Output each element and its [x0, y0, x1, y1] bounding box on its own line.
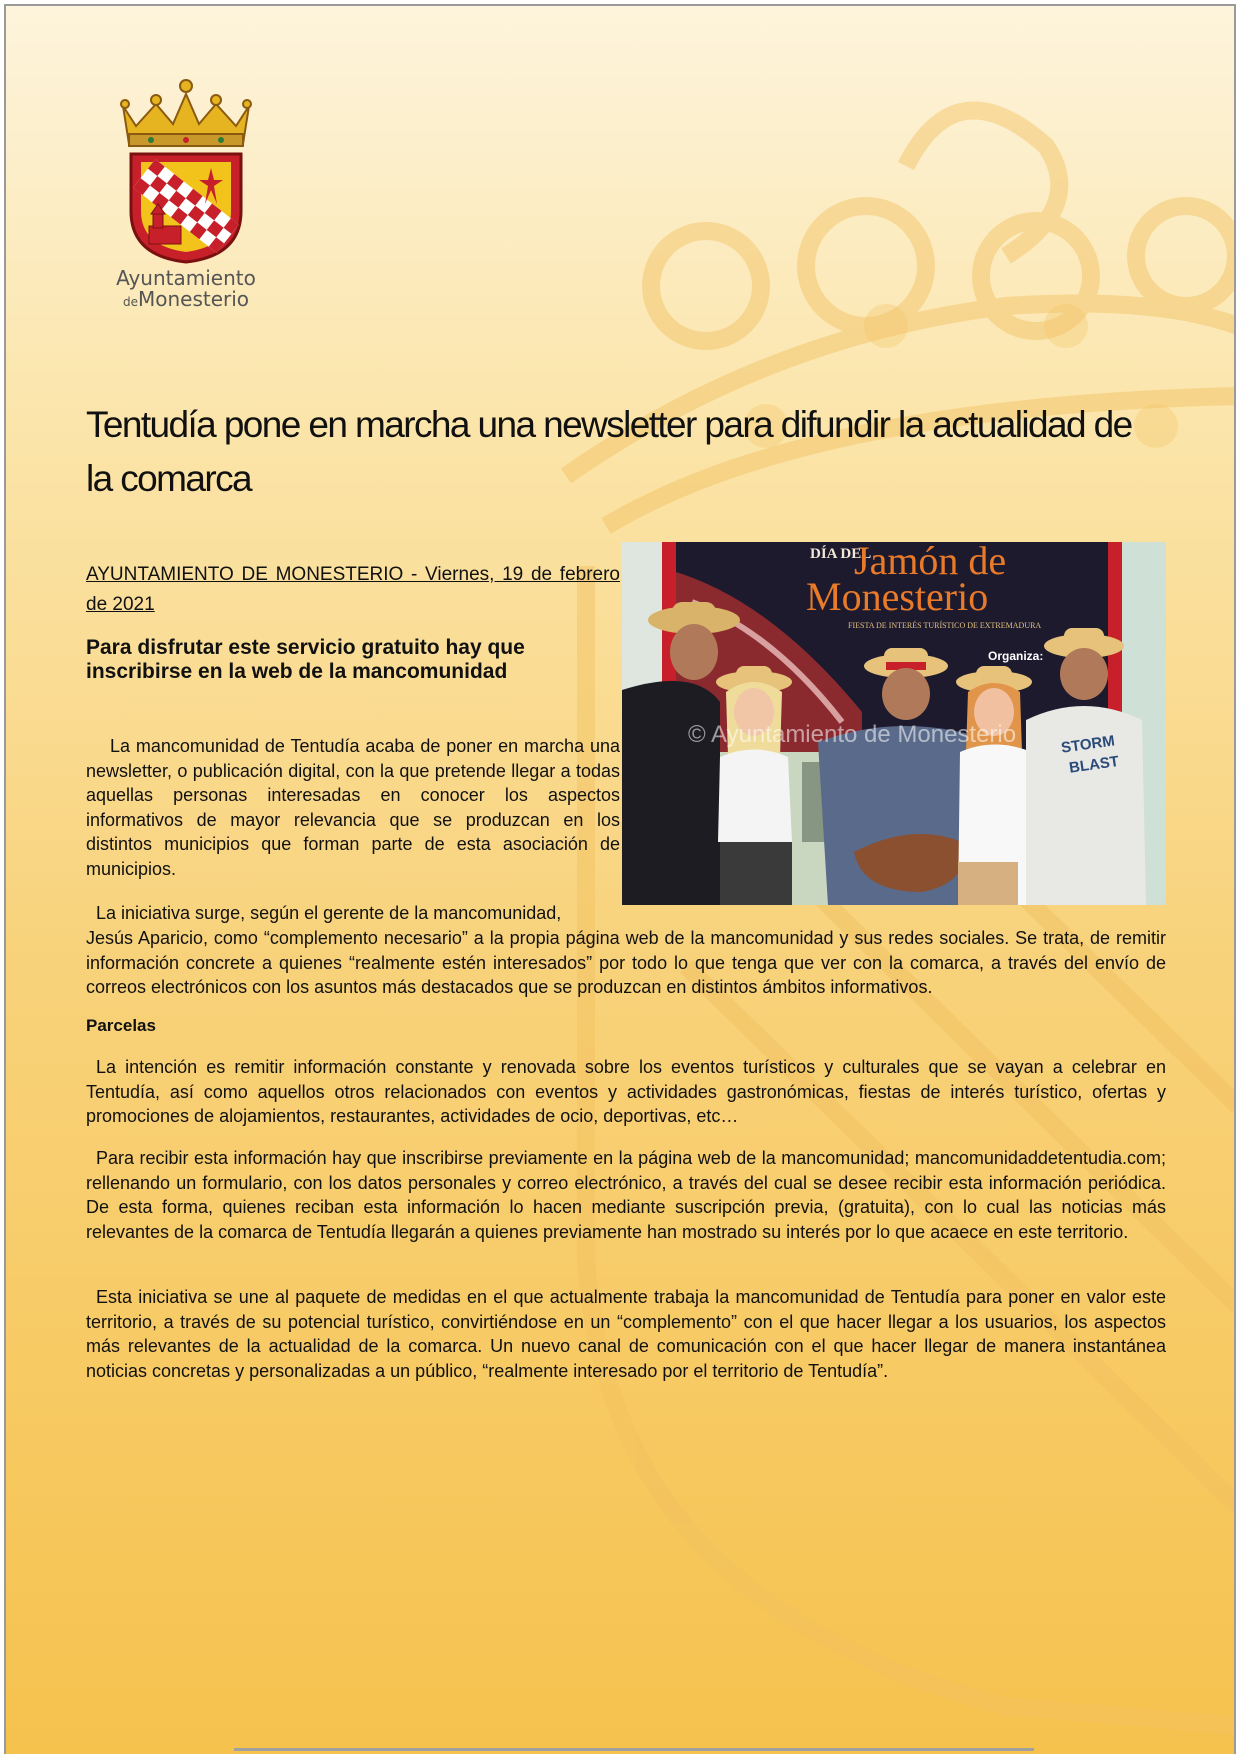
- article-paragraph-2-rest: Jesús Aparicio, como “complemento necesario” a la propia página web de la mancomunidad y sus redes sociales. Se trata, de remitir información concrete a quienes “realmente estén interesados” por todo lo que tenga que ver con la comarca, a través del envío de correos electrónicos con los asuntos más destacados que se produzcan en distintos ámbitos informativos.: [86, 928, 1166, 997]
- article-paragraph-5: [86, 1285, 1166, 1383]
- logo-caption: [111, 268, 261, 310]
- footer-divider: [234, 1748, 1034, 1751]
- municipal-logo: [111, 76, 261, 326]
- paragraph-3-text: La intención es remitir información constante y renovada sobre los eventos turísticos y culturales que se vayan a celebrar en Tentudía, así como aquellos otros relacionados con eventos y actividades gastronómicas, fiestas de interés turístico, ofertas y promociones de alojamientos, restaurantes, actividades de ocio, deportivas, etc…: [86, 1057, 1166, 1126]
- article-paragraph-2-start: [86, 901, 620, 926]
- crown-icon: [121, 80, 251, 146]
- article-paragraph-3: [86, 1055, 1166, 1129]
- logo-name-town: Monesterio: [137, 287, 250, 311]
- banner-title-line2: Monesterio: [806, 574, 989, 619]
- article-subtitle: Para disfrutar este servicio gratuito hay que inscribirse en la web de la mancomunidad: [86, 636, 525, 683]
- logo-name-prefix: de: [122, 295, 138, 309]
- shirt-text-line2: BLAST: [1068, 752, 1120, 777]
- logo-name-line1: Ayuntamiento: [116, 266, 256, 290]
- paragraph-5-text: Esta iniciativa se une al paquete de medidas en el que actualmente trabaja la mancomunidad de Tentudía para poner en valor este territorio, a través de su potencial turístico, convirtiéndose en un “complemento” con el que hacer llegar a los usuarios, los aspectos más relevantes de la actualidad de la comarca. Un nuevo canal de comunicación con el que hacer llegar de manera instantánea noticias concretas y personalizadas a un público, “realmente interesado por el territorio de Tentudía”.: [86, 1287, 1166, 1381]
- section-heading-parcelas: Parcelas: [86, 1016, 156, 1035]
- paragraph-4-text: Para recibir esta información hay que inscribirse previamente en la página web de la mancomunidad; mancomunidaddetentudia.com; rellenando un formulario, con los datos personales y correo electrónico, a través del cual se desee recibir esta información periódica. De esta forma, quienes reciban esta información lo hacen mediante suscripción previa, (gratuita), con lo cual las noticias más relevantes de la comarca de Tentudía llegarán a quienes previamente han mostrado su interés por lo que acaece en este territorio.: [86, 1148, 1166, 1242]
- article-paragraph-1: [86, 734, 620, 881]
- logo-name-line2: [111, 289, 261, 310]
- photo-watermark: © Ayuntamiento de Monesterio: [688, 721, 1017, 748]
- banner-title-line1: Jamón de: [854, 542, 1007, 583]
- article-photo: [622, 542, 1166, 905]
- paragraph-2-start-text: La iniciativa surge, según el gerente de la mancomunidad,: [96, 903, 562, 923]
- document-page: [4, 4, 1236, 1754]
- person-2: [716, 666, 792, 905]
- banner-organiza: Organiza:: [988, 649, 1044, 663]
- article-byline: AYUNTAMIENTO DE MONESTERIO - Viernes, 19 de febrero de 2021: [86, 564, 620, 615]
- article-paragraph-4: [86, 1146, 1166, 1244]
- shirt-text-line1: STORM: [1060, 732, 1116, 757]
- paragraph-1-text: La mancomunidad de Tentudía acaba de poner en marcha una newsletter, o publicación digital, con la que pretende llegar a todas aquellas personas interesadas en conocer los aspectos informativos de mayor relevancia que se produzcan en los distintos municipios que forman parte de esta asociación de municipios.: [86, 736, 620, 879]
- article-headline: Tentudía pone en marcha una newsletter para difundir la actualidad de la comarca: [86, 404, 1132, 499]
- banner-subtitle: FIESTA DE INTERÉS TURÍSTICO DE EXTREMADURA: [848, 621, 1042, 630]
- coat-of-arms-icon: [111, 76, 261, 266]
- banner-dia-del: DÍA DEL: [810, 546, 872, 562]
